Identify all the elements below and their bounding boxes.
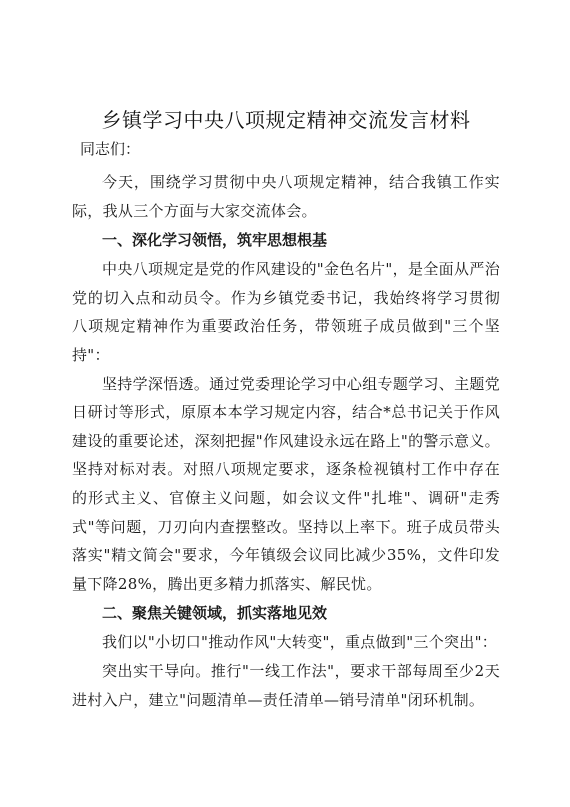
- section-heading-2: 二、聚焦关键领域，抓实落地见效: [102, 604, 328, 623]
- intro-paragraph: 今天，围绕学习贯彻中央八项规定精神，结合我镇工作实际，我从三个方面与大家交流体会。: [72, 173, 500, 220]
- section-heading-1: 一、深化学习领悟，筑牢思想根基: [102, 231, 328, 250]
- section1-paragraph-1: 中央八项规定是党的作风建设的"金色名片"，是全面从严治党的切入点和动员令。作为乡镇党委书记，我始终将学习贯彻八项规定精神作为重要政治任务，带领班子成员做到"三个坚持"：: [72, 260, 500, 364]
- section2-paragraph-1: 我们以"小切口"推动作风"大转变"，重点做到"三个突出"：: [102, 633, 498, 652]
- section2-paragraph-2: 突出实干导向。推行"一线工作法"，要求干部每周至少2天进村入户，建立"问题清单—责任清单—销号清单"闭环机制。: [72, 661, 500, 709]
- salutation: 同志们：: [80, 140, 141, 158]
- section1-paragraph-2: 坚持学深悟透。通过党委理论学习中心组专题学习、主题党日研讨等形式，原原本本学习规定内容，结合*总书记关于作风建设的重要论述，深刻把握"作风建设永远在路上"的警示意义。坚持对标对表。对照八项规定要求，逐条检视镇村工作中存在的形式主义、官僚主义问题，如会议文件"扎堆"、调研"走秀式"等问题，刀刃向内查摆整改。坚持以上率下。班子成员带头落实"精文简会"要求，今年镇级会议同比减少35%，文件印发量下降28%，腾出更多精力抓落实、解民忧。: [72, 374, 500, 593]
- document-title: 乡镇学习中央八项规定精神交流发言材料: [101, 108, 471, 132]
